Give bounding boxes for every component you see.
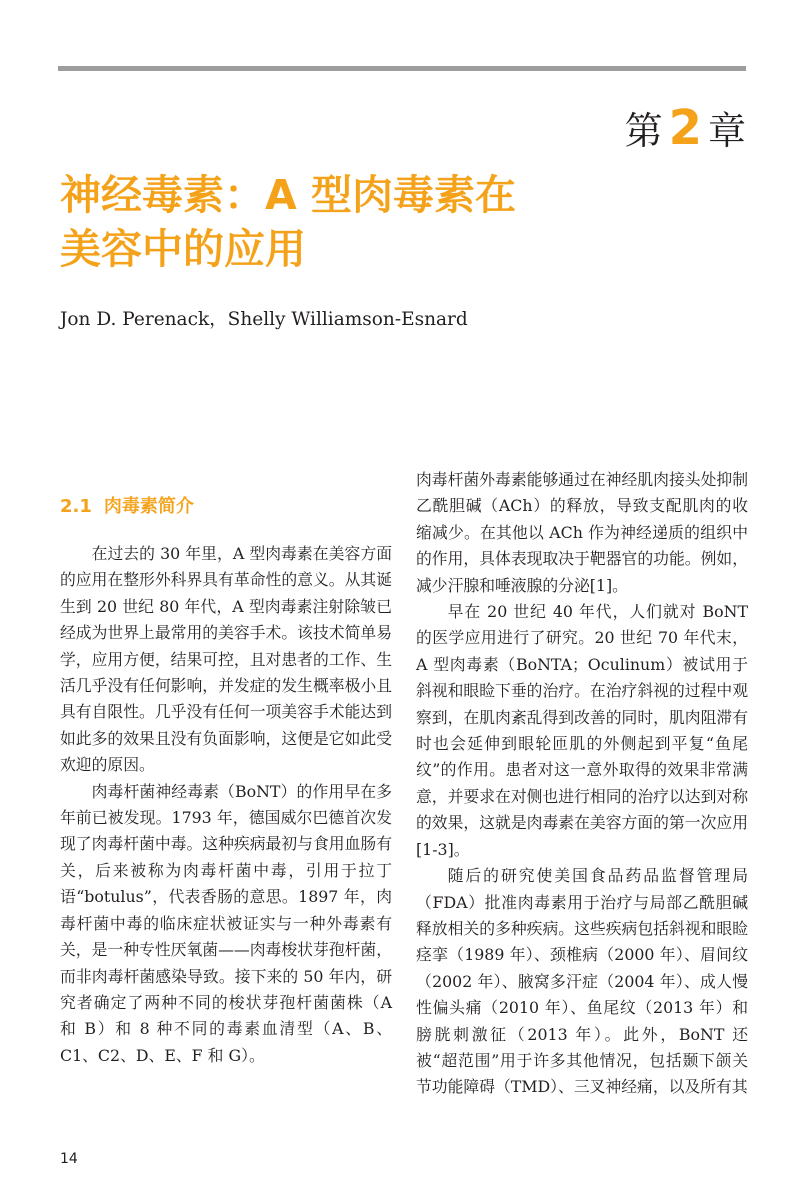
section-title: 肉毒素简介 xyxy=(103,496,194,517)
page-number: 14 xyxy=(60,1151,78,1167)
paragraph: 肉毒杆菌神经毒素（BoNT）的作用早在多年前已被发现。1793 年，德国威尔巴德首次发现了肉毒杆菌中毒。这种疾病最初与食用血肠有关，后来被称为肉毒杆菌中毒，引用于拉丁语“botulus”，代表香肠的意思。1897 年，肉毒杆菌中毒的临床症状被证实与一种外毒素有关，是一种专性厌氧菌——肉毒梭状芽孢杆菌，而非肉毒杆菌感染导致。接下来的 50 年内，研究者确定了两种不同的梭状芽孢杆菌菌株（A 和 B）和 8 种不同的毒素血清型（A、B、C1、C2、D、E、F 和 G）。 xyxy=(60,781,392,1065)
chapter-label xyxy=(624,100,746,156)
section-number: 2.1 xyxy=(60,496,92,517)
chapter-suffix: 章 xyxy=(707,109,746,153)
right-column xyxy=(416,467,748,1101)
chapter-title-line2: 美容中的应用 xyxy=(60,225,306,273)
chapter-title-line1: 神经毒素：A 型肉毒素在 xyxy=(60,171,517,219)
paragraph: 在过去的 30 年里，A 型肉毒素在美容方面的应用在整形外科界具有革命性的意义。从其诞生到 20 世纪 80 年代，A 型肉毒素注射除皱已经成为世界上最常用的美容手术。该技术简单易学，应用方便，结果可控，且对患者的工作、生活几乎没有任何影响，并发症的发生概率极小且具有自限性。几乎没有任何一项美容手术能达到如此多的效果且没有负面影响，这便是它如此受欢迎的原因。 xyxy=(60,544,392,775)
paragraph: 早在 20 世纪 40 年代，人们就对 BoNT 的医学应用进行了研究。20 世纪 70 年代末，A 型肉毒素（BoNTA；Oculinum）被试用于斜视和眼睑下垂的治疗。在治疗斜视的过程中观察到，在肌肉紊乱得到改善的同时，肌肉阻滞有时也会延伸到眼轮匝肌的外侧起到平复“鱼尾纹”的作用。患者对这一意外取得的效果非常满意，并要求在对侧也进行相同的治疗以达到对称的效果，这就是肉毒素在美容方面的第一次应用[1-3]。 xyxy=(416,602,748,859)
chapter-title xyxy=(60,168,600,276)
section-heading xyxy=(60,492,194,518)
paragraph: 随后的研究使美国食品药品监督管理局（FDA）批准肉毒素用于治疗与局部乙酰胆碱释放相关的多种疾病。这些疾病包括斜视和眼睑痉挛（1989 年）、颈椎病（2000 年）、眉间纹（2002 年）、腋窝多汗症（2004 年）、成人慢性偏头痛（2010 年）、鱼尾纹（2013 年）和膀胱刺激征（2013 年）。此外，BoNT 还被“超范围”用于许多其他情况，包括颞下颌关节功能障碍（TMD）、三叉神经痛，以及所有其 xyxy=(416,866,748,1097)
left-column xyxy=(60,541,392,1069)
chapter-number: 2 xyxy=(668,100,702,156)
top-rule xyxy=(58,66,746,71)
paragraph: 肉毒杆菌外毒素能够通过在神经肌肉接头处抑制乙酰胆碱（ACh）的释放，导致支配肌肉的收缩减少。在其他以 ACh 作为神经递质的组织中的作用，具体表现取决于靶器官的功能。例如，减少汗腺和唾液腺的分泌[1]。 xyxy=(416,470,748,595)
chapter-prefix: 第 xyxy=(624,109,663,153)
authors: Jon D. Perenack，Shelly Williamson-Esnard xyxy=(60,309,468,330)
